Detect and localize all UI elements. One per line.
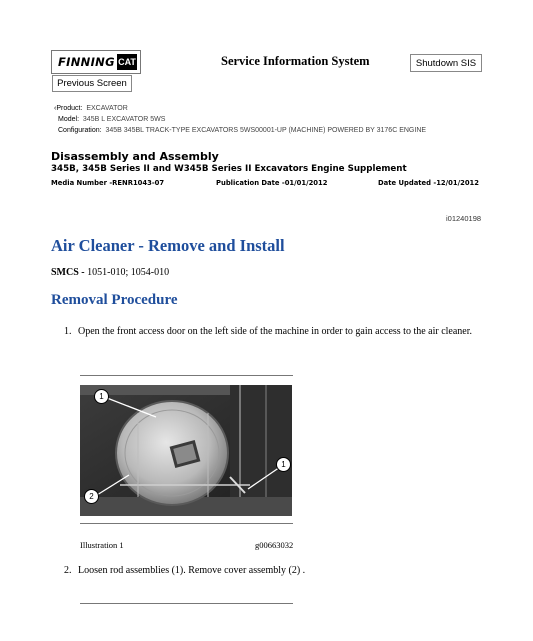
cat-badge: CAT [117, 54, 137, 70]
previous-screen-button[interactable]: Previous Screen [52, 75, 132, 92]
model-label: Model: [58, 116, 80, 123]
product-value: EXCAVATOR [86, 105, 128, 112]
media-number: Media Number -RENR1043-07 [51, 179, 165, 187]
callout-1-right: 1 [276, 457, 291, 472]
config-value: 345B 345BL TRACK-TYPE EXCAVATORS 5WS00001-UP (MACHINE) POWERED BY 3176C ENGINE [105, 127, 427, 134]
smcs-line [51, 267, 169, 278]
step-text-1: Open the front access door on the left side of the machine in order to gain access to the air cleaner. [78, 326, 473, 337]
bottom-rule [80, 603, 293, 604]
config-label: Configuration: [58, 127, 102, 134]
document-subtitle: 345B, 345B Series II and W345B Series II Excavators Engine Supplement [51, 164, 407, 174]
step-number-1: 1. [64, 326, 72, 337]
illustration-caption: Illustration 1 [80, 540, 124, 550]
shutdown-sis-button[interactable]: Shutdown SIS [410, 54, 482, 72]
illustration-id: g00663032 [255, 540, 294, 550]
logo-text: FINNING [58, 55, 115, 69]
finning-cat-logo [51, 50, 141, 74]
model-value: 345B L EXCAVATOR 5WS [82, 116, 166, 123]
page-title: Air Cleaner - Remove and Install [51, 236, 285, 255]
illustration-caption-rule [80, 523, 293, 524]
smcs-value: 1051-010; 1054-010 [84, 267, 170, 278]
step-number-2: 2. [64, 565, 72, 576]
smcs-label: SMCS - [51, 267, 85, 278]
back-arrow-icon[interactable]: ‹ [54, 105, 57, 112]
section-heading: Disassembly and Assembly [51, 150, 219, 163]
product-label: Product: [56, 105, 83, 112]
date-updated: Date Updated -12/01/2012 [378, 179, 480, 187]
step-text-2: Loosen rod assemblies (1). Remove cover assembly (2) . [78, 565, 306, 576]
air-cleaner-photo [80, 385, 292, 516]
system-title: Service Information System [221, 54, 370, 68]
illustration-top-rule [80, 375, 293, 376]
configuration-line [58, 127, 426, 134]
callout-2: 2 [84, 489, 99, 504]
callout-1-top: 1 [94, 389, 109, 404]
procedure-title: Removal Procedure [51, 292, 178, 308]
publication-date: Publication Date -01/01/2012 [216, 179, 328, 187]
document-id: i01240198 [446, 214, 482, 223]
model-line [58, 116, 165, 123]
product-line [54, 105, 128, 112]
